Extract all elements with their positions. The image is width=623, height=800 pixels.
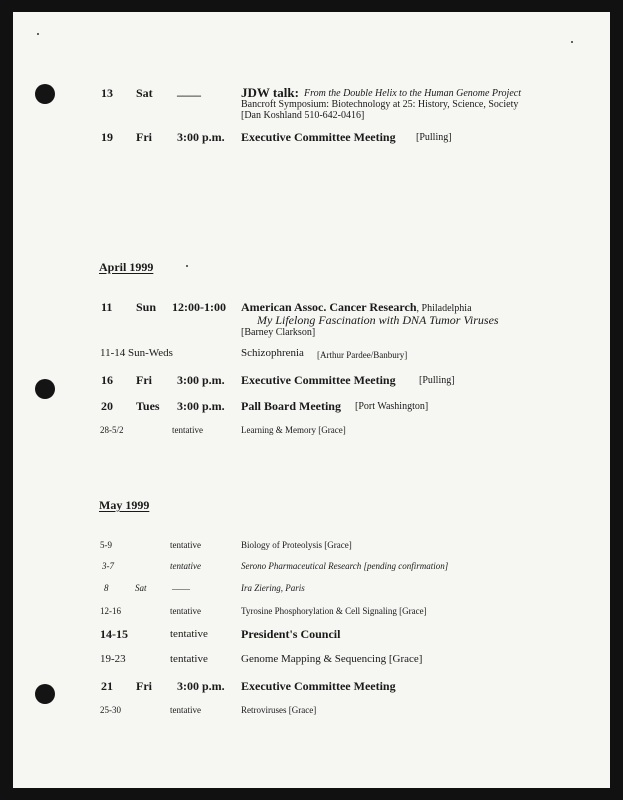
binder-hole-bottom — [35, 684, 55, 704]
event-title: Serono Pharmaceutical Research [pending confirmation] — [241, 561, 449, 571]
event-title: Pall Board Meeting — [241, 399, 341, 413]
speck — [37, 33, 39, 35]
event-note: [Pulling] — [419, 375, 455, 386]
event-title: Biology of Proteolysis [Grace] — [241, 540, 352, 550]
event-status: tentative — [172, 425, 203, 435]
event-date: 3-7 — [102, 561, 114, 571]
event-day: 8 — [104, 583, 109, 593]
event-day: 16 — [101, 373, 113, 387]
event-time: 3:00 p.m. — [177, 679, 225, 693]
event-time: 3:00 p.m. — [177, 130, 225, 144]
event-status: tentative — [170, 561, 201, 571]
event-talk-title: My Lifelong Fascination with DNA Tumor Viruses — [257, 313, 499, 327]
event-weekday: Fri — [136, 130, 152, 144]
event-day: 19 — [101, 130, 113, 144]
event-title: Schizophrenia — [241, 347, 304, 359]
event-contact: [Barney Clarkson] — [241, 327, 316, 338]
event-title: American Assoc. Cancer Research — [241, 300, 417, 314]
event-time: 3:00 p.m. — [177, 399, 225, 413]
event-note: [Arthur Pardee/Banbury] — [317, 350, 408, 360]
event-date: 19-23 — [100, 653, 126, 665]
month-heading-may: May 1999 — [99, 498, 150, 512]
event-weekday: Tues — [136, 399, 160, 413]
event-date: 28-5/2 — [100, 425, 124, 435]
event-status: tentative — [170, 606, 201, 616]
event-status: tentative — [170, 653, 208, 665]
event-title: Genome Mapping & Sequencing [Grace] — [241, 653, 423, 665]
event-title: President's Council — [241, 627, 341, 641]
event-status: tentative — [170, 628, 208, 640]
event-time: 3:00 p.m. — [177, 373, 225, 387]
event-title: Retroviruses [Grace] — [241, 705, 317, 715]
event-day: 20 — [101, 399, 113, 413]
event-weekday: Sat — [136, 86, 153, 100]
event-date: 25-30 — [100, 705, 121, 715]
event-day: 21 — [101, 679, 113, 693]
event-note: [Port Washington] — [355, 401, 429, 412]
event-day: 13 — [101, 86, 113, 100]
event-date: 14-15 — [100, 627, 128, 641]
speck — [186, 265, 188, 267]
binder-hole-top — [35, 84, 55, 104]
event-weekday: Sun — [136, 300, 157, 314]
event-title: JDW talk: — [241, 85, 299, 100]
event-time: ____ — [177, 84, 201, 98]
event-date: 11-14 Sun-Weds — [100, 347, 173, 359]
event-title: Tyrosine Phosphorylation & Cell Signaling [Grace] — [241, 606, 427, 616]
month-heading-april: April 1999 — [99, 260, 154, 274]
event-title: Executive Committee Meeting — [241, 130, 396, 144]
event-time: ____ — [172, 581, 190, 591]
event-day: 11 — [101, 300, 113, 314]
event-weekday: Fri — [136, 679, 152, 693]
event-date: 12-16 — [100, 606, 121, 616]
event-weekday: Sat — [135, 583, 147, 593]
event-weekday: Fri — [136, 373, 152, 387]
event-detail: Bancroft Symposium: Biotechnology at 25: History, Science, Society — [241, 99, 519, 110]
event-note: [Pulling] — [416, 132, 452, 143]
event-title: Executive Committee Meeting — [241, 373, 396, 387]
event-status: tentative — [170, 705, 201, 715]
event-date: 5-9 — [100, 540, 112, 550]
event-title: Ira Ziering, Paris — [241, 583, 305, 593]
event-place: , Philadelphia — [416, 303, 472, 314]
event-status: tentative — [170, 540, 201, 550]
binder-hole-middle — [35, 379, 55, 399]
event-time: 12:00-1:00 — [172, 300, 226, 314]
speck — [571, 41, 573, 43]
event-talk-title: From the Double Helix to the Human Genome Project — [304, 88, 521, 99]
event-title: Executive Committee Meeting — [241, 679, 396, 693]
event-contact: [Dan Koshland 510-642-0416] — [241, 110, 365, 121]
event-title: Learning & Memory [Grace] — [241, 425, 346, 435]
